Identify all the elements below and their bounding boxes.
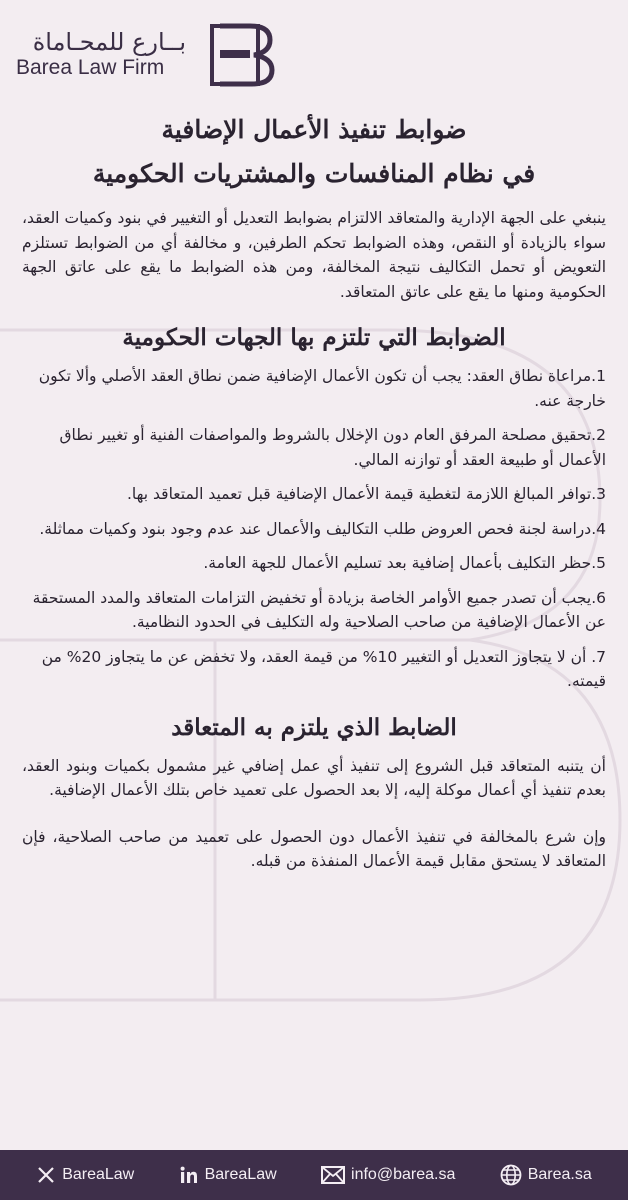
brand-logo-icon (210, 22, 276, 88)
list-item: 1.مراعاة نطاق العقد: يجب أن تكون الأعمال الإضافية ضمن نطاق العقد الأصلي وألا تكون خارجة عنه. (38, 367, 606, 410)
footer-website-link[interactable] (500, 1164, 592, 1186)
brand-name-arabic: بــارع للمحـاماة (32, 28, 186, 56)
list-item: 4.دراسة لجنة فحص العروض طلب التكاليف والأعمال عند عدم وجود بنود وكميات مماثلة. (39, 519, 606, 538)
list-item: 3.توافر المبالغ اللازمة لتغطية قيمة الأعمال الإضافية قبل تعميد المتعاقد بها. (126, 485, 606, 503)
brand-name-english: Barea Law Firm (16, 56, 165, 79)
footer-contact-bar (0, 1150, 628, 1200)
article (22, 108, 606, 880)
website-url: Barea.sa (527, 1166, 592, 1183)
header (16, 22, 608, 82)
brand-wordmark (16, 28, 186, 80)
contractor-paragraph-2: وإن شرع بالمخالفة في تنفيذ الأعمال دون الحصول على تعميد من صاحب الصلاحية، فإن المتعاقد لا يستحق مقابل قيمة الأعمال المنفذة من قبله. (22, 827, 606, 870)
linkedin-icon (179, 1165, 199, 1185)
page-title-line-1: ضوابط تنفيذ الأعمال الإضافية (161, 115, 467, 144)
list-item: 5.حظر التكليف بأعمال إضافية بعد تسليم الأعمال للجهة العامة. (203, 554, 606, 572)
list-item: 7. أن لا يتجاوز التعديل أو التغيير 10% من قيمة العقد، ولا تخفض عن ما يتجاوز 20% من قيمته. (41, 647, 606, 690)
list-item: 6.يجب أن تصدر جميع الأوامر الخاصة بزيادة أو تخفيض التزامات المتعاقد والمدد المستحقة عن الأعمال الإضافية من صاحب الصلاحية وله التكليف في الحدود النظامية. (32, 588, 606, 631)
footer-email-link[interactable] (321, 1166, 455, 1184)
government-rules-list (22, 364, 606, 694)
section-heading-government: الضوابط التي تلتزم بها الجهات الحكومية (122, 324, 506, 351)
footer-x-link[interactable] (36, 1165, 134, 1185)
linkedin-handle: BareaLaw (204, 1166, 277, 1183)
x-handle: BareaLaw (62, 1166, 135, 1183)
section-heading-contractor: الضابط الذي يلتزم به المتعاقد (171, 713, 457, 741)
footer-linkedin-link[interactable] (179, 1165, 277, 1185)
email-address: info@barea.sa (351, 1166, 456, 1183)
globe-icon (500, 1164, 522, 1186)
page-title-line-2: في نظام المنافسات والمشتريات الحكومية (92, 159, 536, 188)
mail-icon (321, 1166, 345, 1184)
list-item: 2.تحقيق مصلحة المرفق العام دون الإخلال بالشروط والمواصفات الفنية أو تغيير نطاق الأعمال أو طبيعة العقد أو توازنه المالي. (59, 426, 606, 469)
contractor-paragraph-1: أن يتنبه المتعاقد قبل الشروع إلى تنفيذ أي عمل إضافي غير مشمول بكميات وبنود العقد، بعدم تنفيذ أي أعمال موكلة إليه، إلا بعد الحصول على تعميد خاص بتلك الأعمال الإضافية. (22, 756, 606, 799)
x-icon (36, 1165, 56, 1185)
intro-paragraph: ينبغي على الجهة الإدارية والمتعاقد الالتزام بضوابط التعديل أو التغيير في بنود وكميات العقد، سواء بالزيادة أو النقص، وهذه الضوابط تحكم الطرفين، و مخالفة أي من الضوابط تستلزم التعويض أو تحمل التكاليف نتيجة المخالفة، ومن هذه الضوابط ما يقع على عاتق الجهة الحكومية ومنها ما يقع على عاتق المتعاقد. (22, 209, 606, 301)
